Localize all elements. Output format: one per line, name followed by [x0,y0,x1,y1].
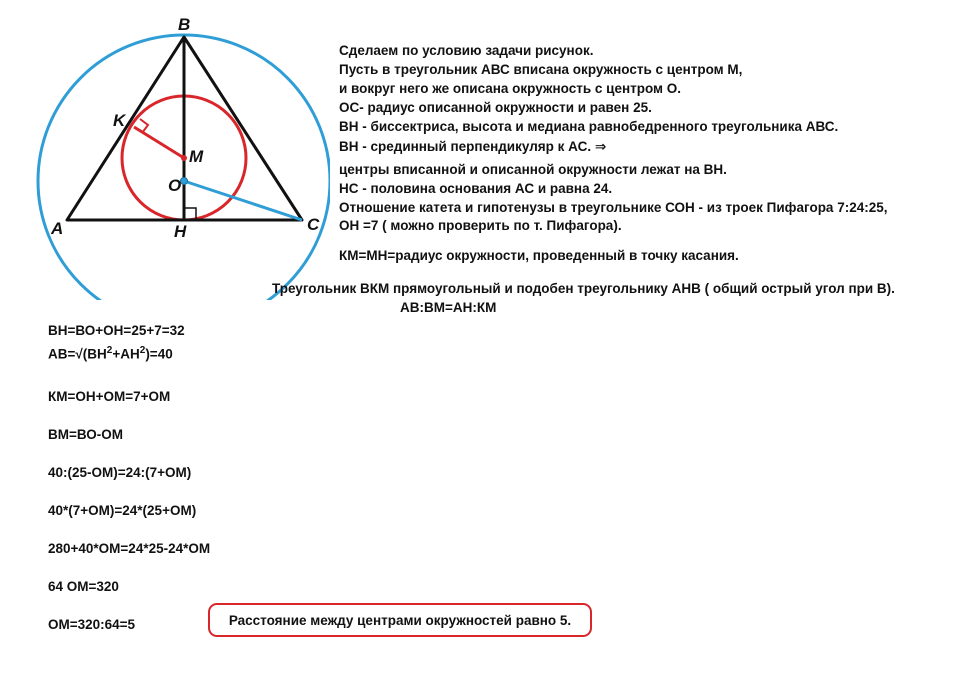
description-line-3: и вокруг него же описана окружность с центром О. [339,81,682,96]
description-line-8: НС - половина основания АС и равна 24. [339,181,613,196]
equation-bm: ВМ=ВО-ОМ [48,427,124,442]
description-line-9: Отношение катета и гипотенузы в треугольнике СОН - из троек Пифагора 7:24:25, [339,200,888,215]
equation-3: 280+40*ОМ=24*25-24*ОМ [48,541,211,556]
description-line-10: ОН =7 ( можно проверить по т. Пифагора). [339,218,622,233]
equation-ab-pre: АВ=√(ВН [48,346,107,362]
geometry-figure [0,0,330,300]
equation-2: 40*(7+ОМ)=24*(25+ОМ) [48,503,197,518]
equation-5: ОМ=320:64=5 [48,617,136,632]
equation-km: КМ=ОН+ОМ=7+ОМ [48,389,171,404]
point-m [181,155,187,161]
description-line-6: ВН - срединный перпендикуляр к АС. ⇒ [339,139,607,154]
equation-bh: ВН=ВО+ОН=25+7=32 [48,323,185,338]
label-k: K [113,111,126,130]
label-h: H [174,222,187,241]
point-o [181,178,188,185]
equation-ab-exp1: 2 [106,345,113,356]
description-line-1: Сделаем по условию задачи рисунок. [339,43,594,58]
similar-triangles-note: Треугольник ВКМ прямоугольный и подобен треугольнику АНВ ( общий острый угол при В). [272,281,895,296]
answer-text: Расстояние между центрами окружностей равно 5. [228,612,572,628]
description-line-5: ВН - биссектриса, высота и медиана равнобедренного треугольника АВС. [339,119,839,134]
label-b: B [178,15,191,34]
label-m: M [189,147,204,166]
radius-oc [184,181,302,220]
label-a: A [51,219,64,238]
equation-4: 64 ОМ=320 [48,579,119,594]
label-c: C [307,215,320,234]
equation-ab-exp2: 2 [139,345,146,356]
label-o: O [168,176,182,195]
km-tangent-note: КМ=МН=радиус окружности, проведенный в точку касания. [339,248,739,263]
ratio-line: АВ:ВМ=АН:КМ [400,300,497,315]
description-line-4: ОС- радиус описанной окружности и равен 25. [339,100,652,115]
equation-ab-mid: +АН [112,346,140,362]
equation-1: 40:(25-ОМ)=24:(7+ОМ) [48,465,192,480]
answer-box [208,603,592,637]
description-line-2: Пусть в треугольник АВС вписана окружность с центром М, [339,62,743,77]
equation-ab [48,345,173,362]
equation-ab-post: )=40 [145,346,173,362]
description-line-7: центры вписанной и описанной окружности лежат на ВН. [339,162,727,177]
radius-mk [134,127,184,158]
